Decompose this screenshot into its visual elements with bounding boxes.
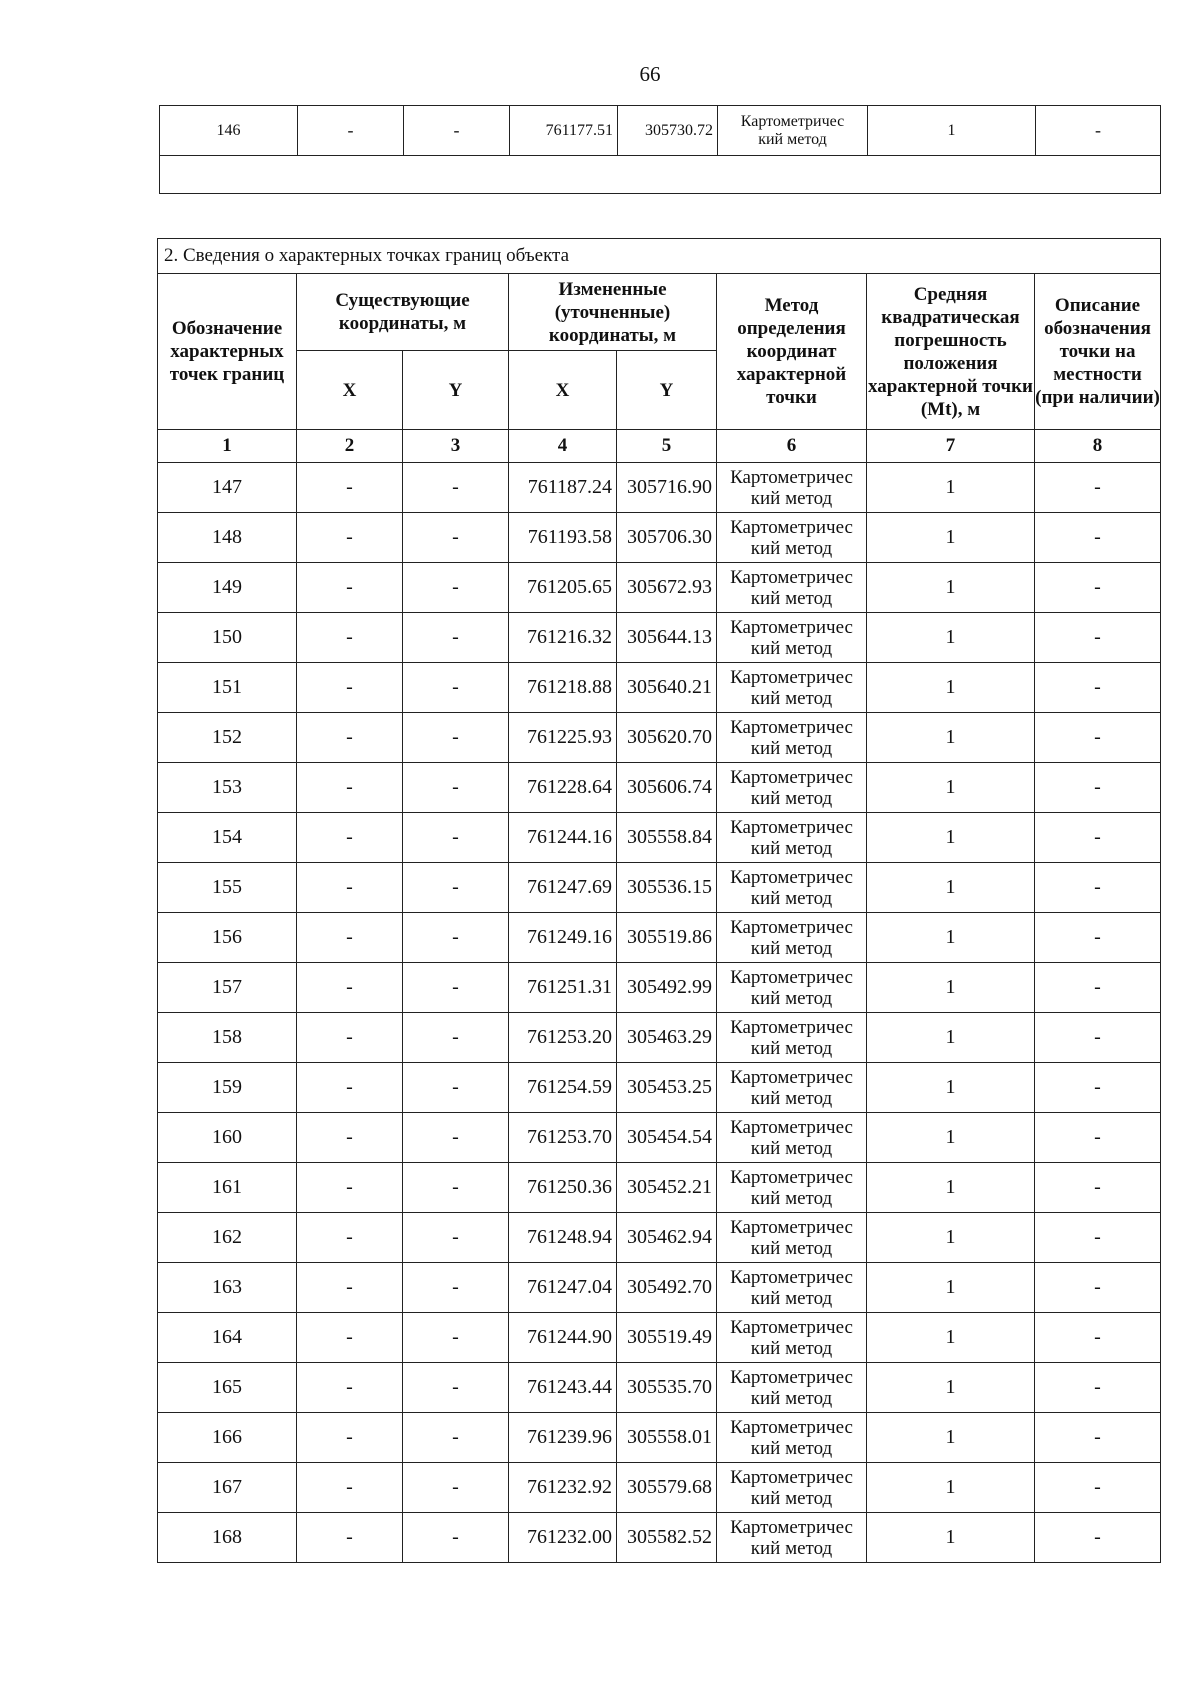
description-cell: - (1035, 813, 1161, 863)
description-cell: - (1035, 513, 1161, 563)
point-cell: 146 (160, 106, 298, 156)
table-row (158, 513, 1161, 563)
point-cell: 159 (158, 1063, 297, 1113)
mt-cell: 1 (867, 563, 1035, 613)
x-cell: 761250.36 (509, 1163, 617, 1213)
mt-cell: 1 (867, 1413, 1035, 1463)
x-cell: 761228.64 (509, 763, 617, 813)
x-cell: 761193.58 (509, 513, 617, 563)
mt-cell: 1 (867, 463, 1035, 513)
mt-cell: 1 (867, 763, 1035, 813)
existing-y-cell: - (403, 563, 509, 613)
y-cell: 305558.84 (617, 813, 717, 863)
point-cell: 167 (158, 1463, 297, 1513)
table-row (158, 963, 1161, 1013)
existing-x-cell: - (297, 463, 403, 513)
mt-cell: 1 (867, 1063, 1035, 1113)
description-cell: - (1035, 913, 1161, 963)
table-row (158, 1113, 1161, 1163)
mt-cell: 1 (867, 613, 1035, 663)
description-cell: - (1035, 1213, 1161, 1263)
header-existing: Существующие координаты, м (297, 274, 509, 351)
y-cell: 305716.90 (617, 463, 717, 513)
existing-x-cell: - (297, 763, 403, 813)
method-cell: Картометричес кий метод (717, 1163, 867, 1213)
y-cell: 305454.54 (617, 1113, 717, 1163)
existing-y-cell: - (403, 1463, 509, 1513)
x-cell: 761254.59 (509, 1063, 617, 1113)
existing-x-cell: - (297, 1013, 403, 1063)
existing-y-cell: - (403, 613, 509, 663)
column-number: 6 (717, 430, 867, 463)
mt-cell: 1 (867, 513, 1035, 563)
header-changed-y: Y (617, 351, 717, 430)
point-cell: 148 (158, 513, 297, 563)
method-cell: Картометричес кий метод (717, 913, 867, 963)
existing-y-cell: - (403, 1313, 509, 1363)
method-cell: Картометричес кий метод (718, 106, 868, 156)
mt-cell: 1 (867, 1463, 1035, 1513)
table-row (158, 1513, 1161, 1563)
column-number: 4 (509, 430, 617, 463)
point-cell: 158 (158, 1013, 297, 1063)
y-cell: 305519.49 (617, 1313, 717, 1363)
x-cell: 761253.20 (509, 1013, 617, 1063)
mt-cell: 1 (867, 1313, 1035, 1363)
method-cell: Картометричес кий метод (717, 1363, 867, 1413)
x-cell: 761248.94 (509, 1213, 617, 1263)
method-cell: Картометричес кий метод (717, 813, 867, 863)
point-cell: 162 (158, 1213, 297, 1263)
y-cell: 305730.72 (618, 106, 718, 156)
y-cell: 305620.70 (617, 713, 717, 763)
mt-cell: 1 (867, 963, 1035, 1013)
header-changed-x: X (509, 351, 617, 430)
column-numbers-row (158, 430, 1161, 463)
y-cell: 305453.25 (617, 1063, 717, 1113)
description-cell: - (1036, 106, 1161, 156)
x-cell: 761232.92 (509, 1463, 617, 1513)
x-cell: 761251.31 (509, 963, 617, 1013)
description-cell: - (1035, 463, 1161, 513)
existing-x-cell: - (297, 563, 403, 613)
description-cell: - (1035, 563, 1161, 613)
method-cell: Картометричес кий метод (717, 713, 867, 763)
y-cell: 305536.15 (617, 863, 717, 913)
y-cell: 305606.74 (617, 763, 717, 813)
x-cell: 761247.69 (509, 863, 617, 913)
description-cell: - (1035, 663, 1161, 713)
table-row (158, 663, 1161, 713)
description-cell: - (1035, 613, 1161, 663)
empty-cell (160, 156, 1161, 194)
x-cell: 761253.70 (509, 1113, 617, 1163)
method-cell: Картометричес кий метод (717, 513, 867, 563)
column-number: 2 (297, 430, 403, 463)
existing-x-cell: - (297, 713, 403, 763)
table-row (158, 813, 1161, 863)
point-cell: 161 (158, 1163, 297, 1213)
existing-y-cell: - (403, 513, 509, 563)
y-cell: 305640.21 (617, 663, 717, 713)
method-cell: Картометричес кий метод (717, 1113, 867, 1163)
point-cell: 164 (158, 1313, 297, 1363)
existing-y-cell: - (403, 1363, 509, 1413)
column-number: 3 (403, 430, 509, 463)
existing-x-cell: - (297, 863, 403, 913)
method-cell: Картометричес кий метод (717, 1263, 867, 1313)
point-cell: 155 (158, 863, 297, 913)
x-cell: 761239.96 (509, 1413, 617, 1463)
x-cell: 761218.88 (509, 663, 617, 713)
point-cell: 152 (158, 713, 297, 763)
point-cell: 154 (158, 813, 297, 863)
y-cell: 305582.52 (617, 1513, 717, 1563)
description-cell: - (1035, 1263, 1161, 1313)
existing-y-cell: - (403, 663, 509, 713)
x-cell: 761249.16 (509, 913, 617, 963)
method-cell: Картометричес кий метод (717, 1413, 867, 1463)
point-cell: 156 (158, 913, 297, 963)
table-row (158, 713, 1161, 763)
description-cell: - (1035, 1113, 1161, 1163)
y-cell: 305463.29 (617, 1013, 717, 1063)
existing-x-cell: - (297, 1413, 403, 1463)
mt-cell: 1 (867, 913, 1035, 963)
table-body (158, 463, 1161, 1563)
y-cell: 305558.01 (617, 1413, 717, 1463)
existing-y-cell: - (403, 1163, 509, 1213)
x-cell: 761205.65 (509, 563, 617, 613)
y-cell: 305579.68 (617, 1463, 717, 1513)
existing-y-cell: - (403, 1513, 509, 1563)
existing-x-cell: - (297, 1213, 403, 1263)
mt-cell: 1 (867, 1513, 1035, 1563)
y-cell: 305644.13 (617, 613, 717, 663)
table-row (158, 613, 1161, 663)
header-method: Метод определения координат характерной точки (717, 274, 867, 430)
table-row (158, 1263, 1161, 1313)
point-cell: 149 (158, 563, 297, 613)
point-cell: 147 (158, 463, 297, 513)
continuation-table (159, 105, 1161, 194)
x-cell: 761225.93 (509, 713, 617, 763)
existing-y-cell: - (403, 1013, 509, 1063)
method-cell: Картометричес кий метод (717, 1213, 867, 1263)
description-cell: - (1035, 1313, 1161, 1363)
x-cell: 761216.32 (509, 613, 617, 663)
description-cell: - (1035, 713, 1161, 763)
header-existing-y: Y (403, 351, 509, 430)
table-row (158, 763, 1161, 813)
section-title: 2. Сведения о характерных точках границ объекта (158, 239, 1161, 274)
existing-x-cell: - (297, 513, 403, 563)
point-cell: 160 (158, 1113, 297, 1163)
table-row (158, 1013, 1161, 1063)
existing-y-cell: - (403, 863, 509, 913)
header-designation: Обозначение характерных точек границ (158, 274, 297, 430)
existing-x-cell: - (297, 963, 403, 1013)
existing-x-cell: - (297, 1463, 403, 1513)
mt-cell: 1 (867, 663, 1035, 713)
existing-y-cell: - (403, 963, 509, 1013)
existing-y-cell: - (403, 1063, 509, 1113)
mt-cell: 1 (867, 1113, 1035, 1163)
point-cell: 153 (158, 763, 297, 813)
column-number: 7 (867, 430, 1035, 463)
existing-x-cell: - (297, 1313, 403, 1363)
y-cell: 305672.93 (617, 563, 717, 613)
mt-cell: 1 (867, 1013, 1035, 1063)
description-cell: - (1035, 763, 1161, 813)
description-cell: - (1035, 1163, 1161, 1213)
table-row (158, 463, 1161, 513)
mt-cell: 1 (867, 1363, 1035, 1413)
table-row (158, 1463, 1161, 1513)
x-cell: 761247.04 (509, 1263, 617, 1313)
point-cell: 168 (158, 1513, 297, 1563)
method-cell: Картометричес кий метод (717, 863, 867, 913)
mt-cell: 1 (867, 1163, 1035, 1213)
existing-x-cell: - (297, 613, 403, 663)
column-number: 8 (1035, 430, 1161, 463)
existing-x-cell: - (297, 1263, 403, 1313)
description-cell: - (1035, 1513, 1161, 1563)
method-cell: Картометричес кий метод (717, 663, 867, 713)
existing-y-cell: - (403, 1213, 509, 1263)
header-changed: Измененные (уточненные) координаты, м (509, 274, 717, 351)
table-row (158, 1413, 1161, 1463)
existing-y-cell: - (403, 813, 509, 863)
table-row (158, 563, 1161, 613)
point-cell: 150 (158, 613, 297, 663)
mt-cell: 1 (867, 713, 1035, 763)
existing-x-cell: - (297, 1063, 403, 1113)
point-cell: 166 (158, 1413, 297, 1463)
description-cell: - (1035, 963, 1161, 1013)
table-row (158, 1363, 1161, 1413)
x-cell: 761244.90 (509, 1313, 617, 1363)
existing-y-cell: - (403, 713, 509, 763)
existing-y-cell: - (403, 1113, 509, 1163)
header-error: Средняя квадратическая погрешность положения характерной точки (Mt), м (867, 274, 1035, 430)
existing-y-cell: - (403, 1413, 509, 1463)
existing-y-cell: - (404, 106, 510, 156)
point-cell: 157 (158, 963, 297, 1013)
column-number: 5 (617, 430, 717, 463)
y-cell: 305706.30 (617, 513, 717, 563)
description-cell: - (1035, 1063, 1161, 1113)
method-cell: Картометричес кий метод (717, 763, 867, 813)
method-cell: Картометричес кий метод (717, 563, 867, 613)
table-row (158, 1213, 1161, 1263)
method-cell: Картометричес кий метод (717, 1313, 867, 1363)
y-cell: 305492.70 (617, 1263, 717, 1313)
table-row (158, 863, 1161, 913)
point-cell: 151 (158, 663, 297, 713)
mt-cell: 1 (868, 106, 1036, 156)
x-cell: 761243.44 (509, 1363, 617, 1413)
method-cell: Картометричес кий метод (717, 1463, 867, 1513)
method-cell: Картометричес кий метод (717, 1513, 867, 1563)
x-cell: 761187.24 (509, 463, 617, 513)
description-cell: - (1035, 1013, 1161, 1063)
description-cell: - (1035, 1363, 1161, 1413)
description-cell: - (1035, 1463, 1161, 1513)
existing-x-cell: - (298, 106, 404, 156)
mt-cell: 1 (867, 863, 1035, 913)
point-cell: 165 (158, 1363, 297, 1413)
y-cell: 305492.99 (617, 963, 717, 1013)
existing-y-cell: - (403, 763, 509, 813)
existing-y-cell: - (403, 1263, 509, 1313)
existing-x-cell: - (297, 1363, 403, 1413)
table-row (160, 106, 1161, 156)
table-row-empty (160, 156, 1161, 194)
mt-cell: 1 (867, 813, 1035, 863)
table-row (158, 913, 1161, 963)
x-cell: 761177.51 (510, 106, 618, 156)
point-cell: 163 (158, 1263, 297, 1313)
existing-x-cell: - (297, 1163, 403, 1213)
page-number: 66 (639, 62, 661, 86)
method-cell: Картометричес кий метод (717, 1013, 867, 1063)
mt-cell: 1 (867, 1263, 1035, 1313)
method-cell: Картометричес кий метод (717, 613, 867, 663)
table-row (158, 1313, 1161, 1363)
method-cell: Картометричес кий метод (717, 963, 867, 1013)
boundary-points-table (157, 238, 1161, 1563)
y-cell: 305519.86 (617, 913, 717, 963)
header-existing-x: X (297, 351, 403, 430)
method-cell: Картометричес кий метод (717, 1063, 867, 1113)
description-cell: - (1035, 863, 1161, 913)
x-cell: 761244.16 (509, 813, 617, 863)
method-cell: Картометричес кий метод (717, 463, 867, 513)
existing-y-cell: - (403, 463, 509, 513)
column-number: 1 (158, 430, 297, 463)
existing-x-cell: - (297, 663, 403, 713)
y-cell: 305452.21 (617, 1163, 717, 1213)
existing-x-cell: - (297, 813, 403, 863)
description-cell: - (1035, 1413, 1161, 1463)
table-row (158, 1163, 1161, 1213)
existing-x-cell: - (297, 1113, 403, 1163)
existing-x-cell: - (297, 913, 403, 963)
y-cell: 305462.94 (617, 1213, 717, 1263)
table-row (158, 1063, 1161, 1113)
x-cell: 761232.00 (509, 1513, 617, 1563)
existing-x-cell: - (297, 1513, 403, 1563)
y-cell: 305535.70 (617, 1363, 717, 1413)
mt-cell: 1 (867, 1213, 1035, 1263)
existing-y-cell: - (403, 913, 509, 963)
header-description: Описание обозначения точки на местности (при наличии) (1035, 274, 1161, 430)
